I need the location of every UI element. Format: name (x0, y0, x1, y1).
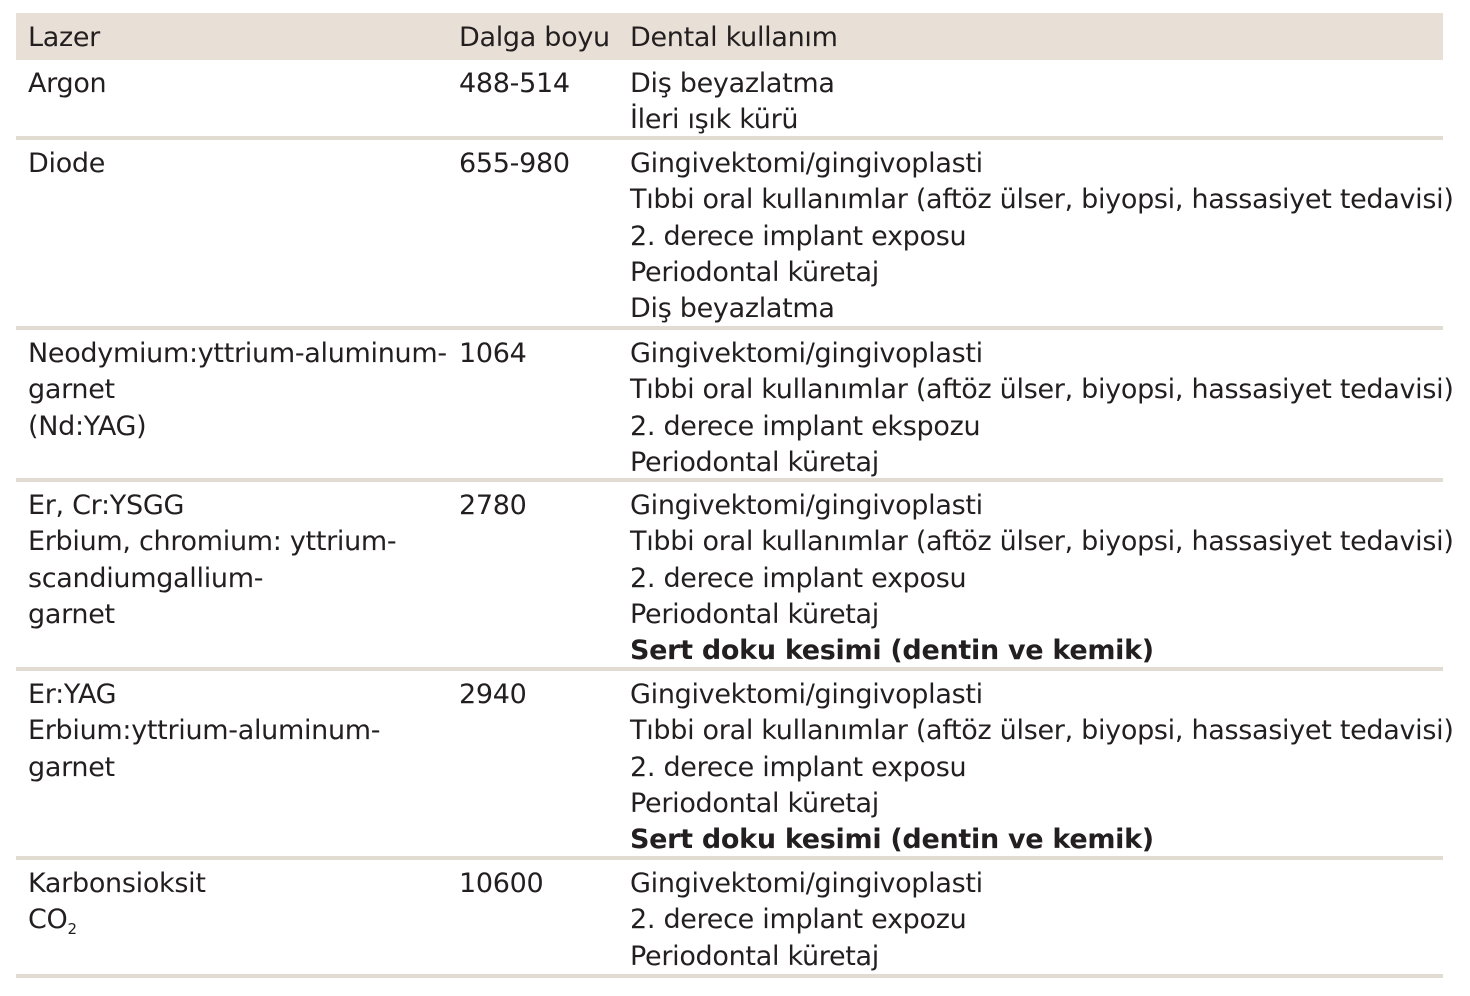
use-item: Periodontal küretaj (630, 446, 880, 478)
use-item: Periodontal küretaj (630, 256, 880, 288)
uses-cell (630, 866, 1440, 975)
lazer-name: scandiumgallium- (28, 562, 264, 594)
lazer-name: Argon (28, 68, 107, 99)
formula-subscript: 2 (67, 920, 77, 939)
use-item: 2. derece implant exposu (630, 751, 967, 783)
lazer-name: Neodymium:yttrium-aluminum- (28, 338, 447, 369)
wavelength-value: 2940 (459, 679, 527, 710)
header-dalga-boyu: Dalga boyu (459, 22, 610, 53)
lazer-cell (28, 66, 448, 102)
wavelength-cell (459, 146, 619, 182)
use-item-emphasis: Sert doku kesimi (dentin ve kemik) (630, 824, 1154, 856)
use-item: Tıbbi oral kullanımlar (aftöz ülser, biyopsi, hassasiyet tedavisi) (630, 184, 1454, 216)
use-item: 2. derece implant exposu (630, 220, 967, 252)
lazer-cell (28, 866, 448, 939)
lazer-name: Karbonsioksit (28, 868, 206, 899)
use-item-emphasis: Sert doku kesimi (dentin ve kemik) (630, 635, 1154, 667)
use-item: Tıbbi oral kullanımlar (aftöz ülser, biyopsi, hassasiyet tedavisi) (630, 526, 1454, 558)
use-item: Gingivektomi/gingivoplasti (630, 490, 983, 521)
table-row-diode (16, 140, 1454, 330)
wavelength-cell (459, 66, 619, 102)
uses-cell (630, 66, 1440, 139)
table-row-ndyag (16, 330, 1454, 482)
lazer-name: Er:YAG (28, 679, 117, 710)
use-item: 2. derece implant expozu (630, 904, 967, 936)
formula-base: CO (28, 904, 68, 936)
laser-table (16, 13, 1454, 978)
header-lazer: Lazer (28, 22, 100, 53)
table-row-ercrysgg (16, 482, 1454, 671)
header-dental-kullanim: Dental kullanım (630, 22, 838, 53)
lazer-cell (28, 677, 448, 786)
wavelength-cell (459, 677, 619, 713)
use-item: Periodontal küretaj (630, 598, 880, 630)
uses-cell (630, 336, 1454, 481)
use-item: 2. derece implant exposu (630, 562, 967, 594)
wavelength-cell (459, 866, 619, 902)
wavelength-value: 655-980 (459, 148, 570, 179)
lazer-name: garnet (28, 598, 115, 630)
use-item: Diş beyazlatma (630, 293, 835, 325)
lazer-name: (Nd:YAG) (28, 410, 147, 442)
use-item: İleri ışık kürü (630, 104, 799, 136)
use-item: Gingivektomi/gingivoplasti (630, 338, 983, 369)
use-item: Gingivektomi/gingivoplasti (630, 868, 983, 899)
use-item: Tıbbi oral kullanımlar (aftöz ülser, biyopsi, hassasiyet tedavisi) (630, 374, 1454, 406)
lazer-name: Erbium, chromium: yttrium- (28, 526, 397, 558)
use-item: 2. derece implant ekspozu (630, 410, 981, 442)
use-item: Tıbbi oral kullanımlar (aftöz ülser, biyopsi, hassasiyet tedavisi) (630, 715, 1454, 747)
lazer-name: garnet (28, 751, 115, 783)
wavelength-cell (459, 488, 619, 524)
table-row-co2 (16, 860, 1443, 978)
table-row-argon (16, 60, 1443, 140)
lazer-name: Erbium:yttrium-aluminum- (28, 715, 381, 747)
use-item: Periodontal küretaj (630, 940, 880, 972)
lazer-cell (28, 336, 448, 445)
lazer-cell (28, 488, 448, 633)
wavelength-value: 488-514 (459, 68, 570, 99)
wavelength-value: 1064 (459, 338, 527, 369)
lazer-name: Diode (28, 148, 106, 179)
lazer-name: garnet (28, 374, 115, 406)
uses-cell (630, 488, 1454, 669)
use-item: Gingivektomi/gingivoplasti (630, 679, 983, 710)
wavelength-cell (459, 336, 619, 372)
lazer-name: Er, Cr:YSGG (28, 490, 185, 521)
uses-cell (630, 677, 1454, 858)
use-item: Diş beyazlatma (630, 68, 835, 99)
wavelength-value: 2780 (459, 490, 527, 521)
use-item: Gingivektomi/gingivoplasti (630, 148, 983, 179)
lazer-cell (28, 146, 448, 182)
table-row-eryag (16, 671, 1454, 860)
lazer-formula (28, 902, 448, 938)
uses-cell (630, 146, 1454, 327)
table-header (16, 13, 1443, 60)
wavelength-value: 10600 (459, 868, 544, 899)
use-item: Periodontal küretaj (630, 787, 880, 819)
